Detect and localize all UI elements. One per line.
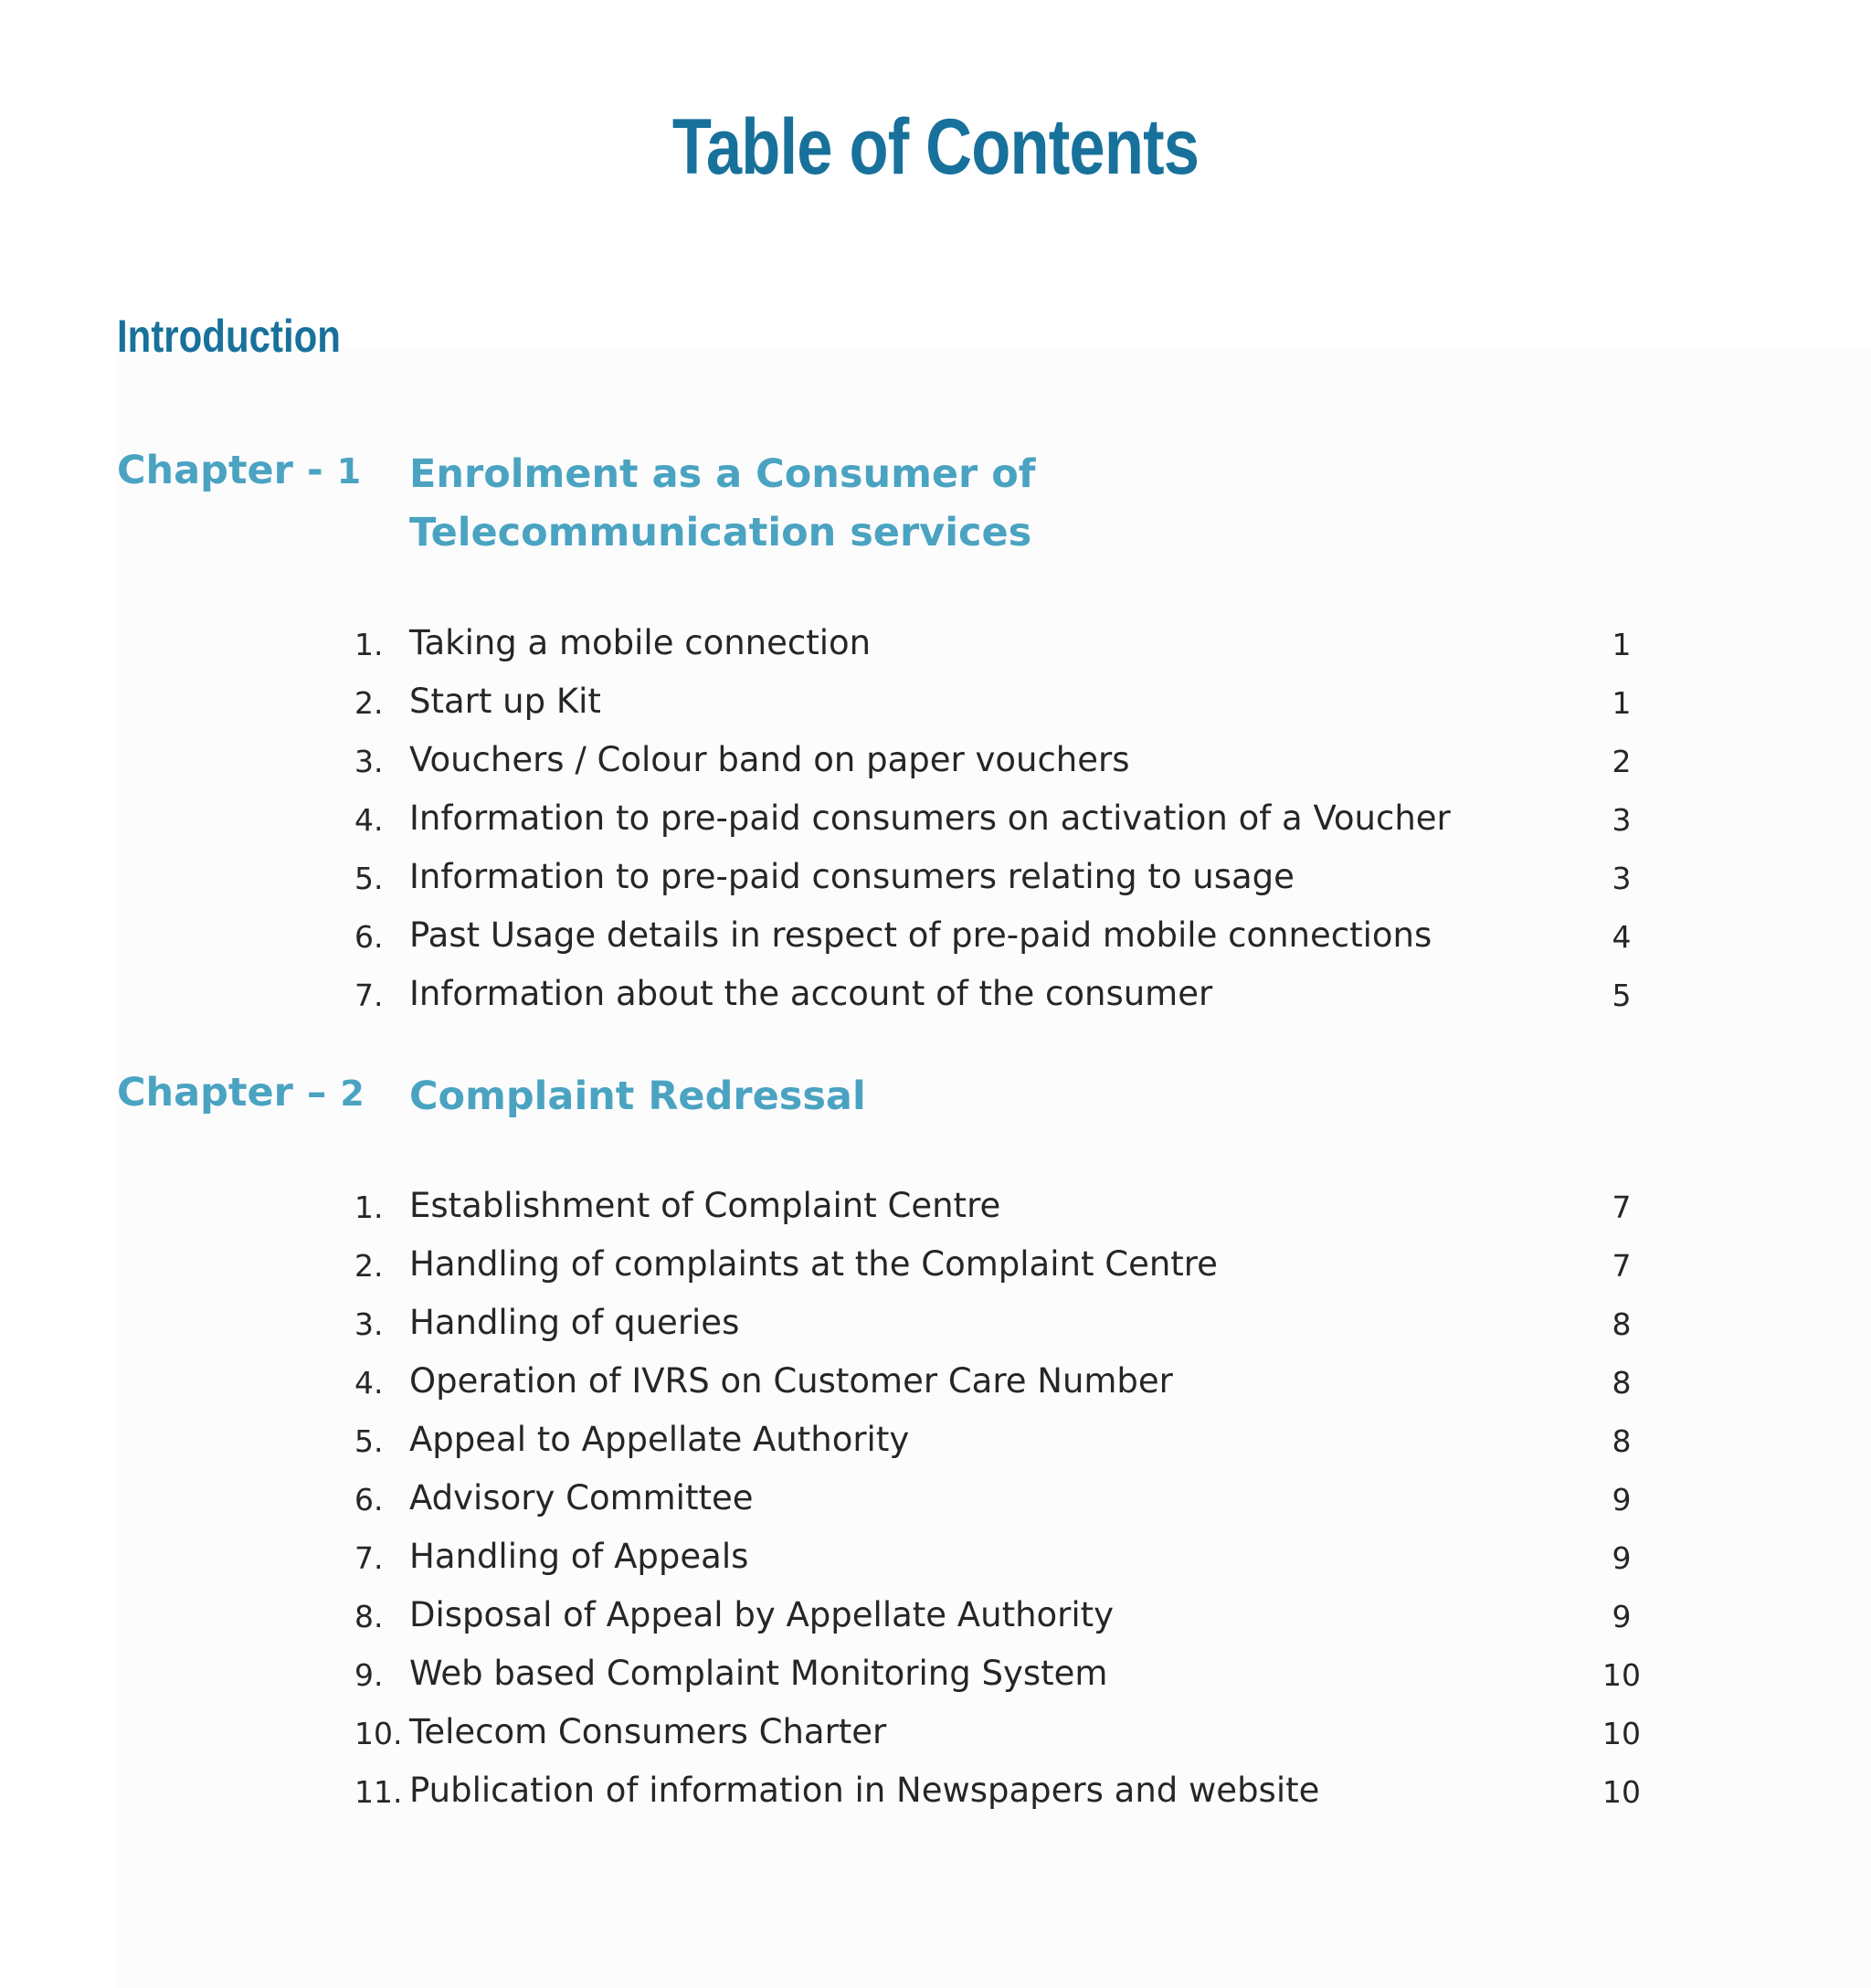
toc-entry-title: Telecom Consumers Charter: [409, 1712, 887, 1751]
toc-entry-number: 6.: [354, 919, 384, 955]
toc-entry-number: 9.: [354, 1657, 384, 1693]
toc-entry[interactable]: [347, 1467, 1663, 1526]
toc-entry-title: Establishment of Complaint Centre: [409, 1186, 1001, 1225]
chapter-2-label: [117, 1070, 365, 1116]
toc-entry[interactable]: [347, 1175, 1663, 1233]
chapter-1-label-text: Chapter -: [117, 448, 337, 493]
toc-entry-number: 7.: [354, 978, 384, 1013]
toc-entry-title: Vouchers / Colour band on paper vouchers: [409, 740, 1130, 779]
toc-entry-number: 2.: [354, 685, 384, 721]
toc-entry[interactable]: [347, 729, 1663, 788]
toc-entry-number: 10.: [354, 1716, 403, 1751]
chapter-2-number: 2: [340, 1073, 365, 1114]
toc-entry-page: 8: [1612, 1306, 1632, 1342]
toc-entry[interactable]: [347, 788, 1663, 846]
toc-entry-title: Disposal of Appeal by Appellate Authority: [409, 1595, 1115, 1634]
toc-entry-number: 5.: [354, 861, 384, 896]
toc-entry[interactable]: [347, 1350, 1663, 1409]
chapter-1-number: 1: [336, 451, 362, 492]
toc-entry-number: 5.: [354, 1423, 384, 1459]
toc-entry[interactable]: [347, 671, 1663, 729]
toc-entry[interactable]: [347, 1292, 1663, 1350]
chapter-2-entries: [347, 1175, 1663, 1818]
toc-entry-title: Past Usage details in respect of pre-paid mobile connections: [409, 915, 1432, 955]
toc-entry-page: 9: [1612, 1599, 1632, 1634]
toc-entry[interactable]: [347, 1760, 1663, 1818]
toc-entry-page: 7: [1612, 1190, 1632, 1225]
toc-entry-title: Handling of complaints at the Complaint Centre: [409, 1244, 1218, 1284]
toc-entry[interactable]: [347, 1584, 1663, 1643]
toc-entry[interactable]: [347, 1409, 1663, 1467]
toc-entry-page: 4: [1612, 919, 1632, 955]
chapter-1-title-line-2: Telecommunication services: [409, 510, 1032, 555]
chapter-2-title-line-1: Complaint Redressal: [409, 1073, 866, 1119]
toc-entry-number: 4.: [354, 1365, 384, 1401]
toc-entry-number: 1.: [354, 627, 384, 662]
chapter-1-title: [409, 445, 1035, 562]
toc-entry[interactable]: [347, 612, 1663, 671]
toc-entry-number: 2.: [354, 1248, 384, 1284]
toc-entry-page: 10: [1602, 1774, 1641, 1810]
introduction-heading: Introduction: [117, 311, 341, 362]
toc-entry-title: Operation of IVRS on Customer Care Number: [409, 1361, 1173, 1401]
toc-entry[interactable]: [347, 963, 1663, 1021]
toc-entry-number: 4.: [354, 802, 384, 838]
toc-entry-page: 7: [1612, 1248, 1632, 1284]
toc-entry-page: 3: [1612, 861, 1632, 896]
toc-entry[interactable]: [347, 1643, 1663, 1701]
toc-entry-page: 9: [1612, 1482, 1632, 1517]
toc-entry-page: 3: [1612, 802, 1632, 838]
toc-entry-number: 3.: [354, 1306, 384, 1342]
toc-entry-number: 3.: [354, 744, 384, 779]
toc-entry-number: 6.: [354, 1482, 384, 1517]
chapter-2-label-text: Chapter –: [117, 1070, 341, 1116]
toc-entry-number: 1.: [354, 1190, 384, 1225]
toc-entry-page: 10: [1602, 1657, 1641, 1693]
toc-entry-title: Taking a mobile connection: [409, 623, 872, 662]
page-title: Table of Contents: [671, 103, 1200, 191]
toc-entry-title: Handling of Appeals: [409, 1537, 749, 1576]
toc-entry-number: 11.: [354, 1774, 403, 1810]
toc-entry-title: Advisory Committee: [409, 1478, 754, 1517]
toc-entry-title: Start up Kit: [409, 682, 601, 721]
toc-entry-number: 8.: [354, 1599, 384, 1634]
toc-entry-title: Information to pre-paid consumers on activation of a Voucher: [409, 798, 1451, 838]
toc-entry[interactable]: [347, 1233, 1663, 1292]
toc-entry-page: 8: [1612, 1365, 1632, 1401]
toc-entry[interactable]: [347, 846, 1663, 904]
toc-entry-page: 10: [1602, 1716, 1641, 1751]
chapter-1-label: [117, 448, 361, 493]
toc-entry[interactable]: [347, 904, 1663, 963]
toc-entry-title: Information about the account of the consumer: [409, 974, 1213, 1013]
toc-entry-title: Publication of information in Newspapers and website: [409, 1771, 1320, 1810]
toc-entry-page: 1: [1612, 627, 1632, 662]
toc-entry-page: 1: [1612, 685, 1632, 721]
toc-entry-number: 7.: [354, 1540, 384, 1576]
toc-entry-title: Information to pre-paid consumers relating to usage: [409, 857, 1295, 896]
toc-entry-page: 9: [1612, 1540, 1632, 1576]
toc-entry-title: Handling of queries: [409, 1303, 740, 1342]
toc-entry-page: 5: [1612, 978, 1632, 1013]
chapter-2-title: [409, 1067, 866, 1126]
toc-entry[interactable]: [347, 1701, 1663, 1760]
toc-entry-page: 2: [1612, 744, 1632, 779]
toc-entry-title: Appeal to Appellate Authority: [409, 1420, 910, 1459]
chapter-1-title-line-1: Enrolment as a Consumer of: [409, 451, 1036, 497]
toc-entry-title: Web based Complaint Monitoring System: [409, 1654, 1108, 1693]
toc-entry[interactable]: [347, 1526, 1663, 1584]
chapter-1-entries: [347, 612, 1663, 1021]
toc-entry-page: 8: [1612, 1423, 1632, 1459]
